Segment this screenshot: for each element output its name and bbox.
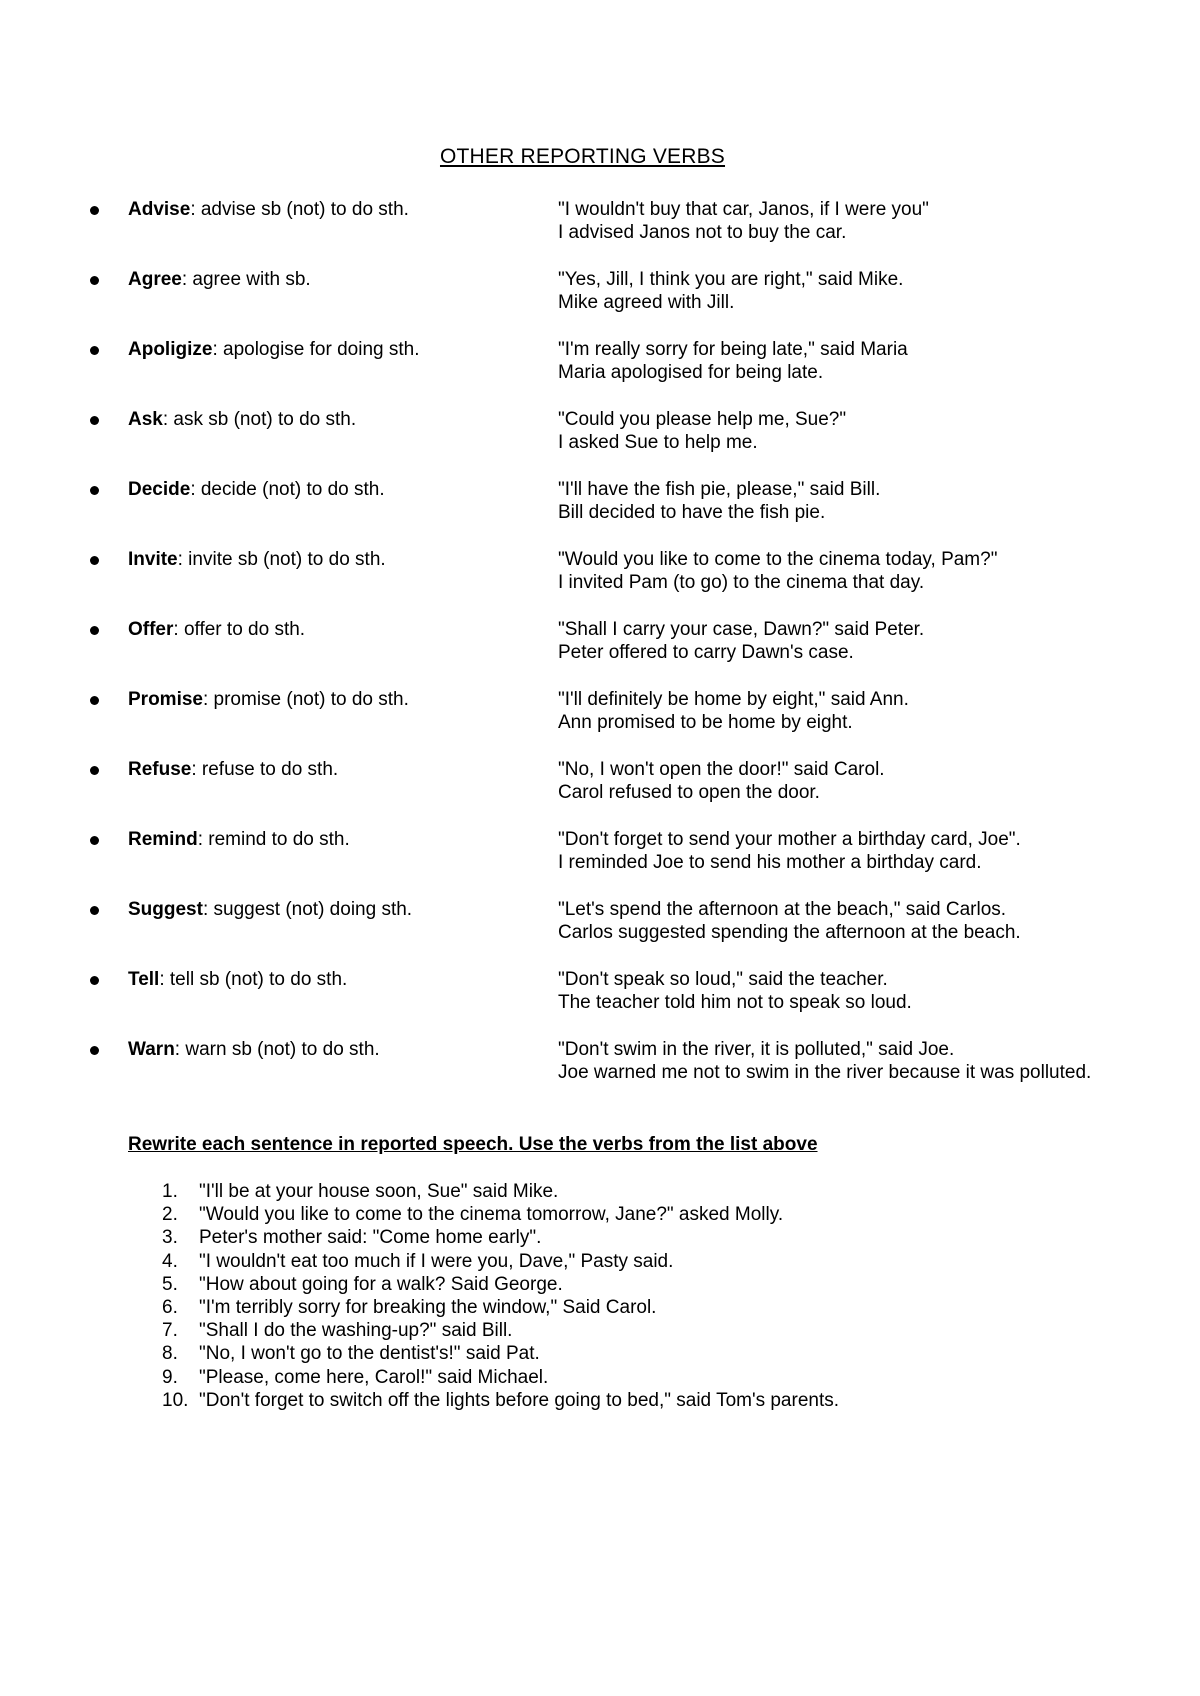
verb-entry-advise bbox=[0, 198, 1200, 268]
verb-word: Remind bbox=[128, 829, 198, 850]
exercise-heading: Rewrite each sentence in reported speech. Use the verbs from the list above bbox=[128, 1134, 818, 1155]
verb-entry-refuse bbox=[0, 758, 1200, 828]
verb-entry-warn bbox=[0, 1038, 1200, 1130]
verb-example bbox=[558, 758, 1114, 804]
exercise-sentence: "I'm terribly sorry for breaking the window," Said Carol. bbox=[199, 1296, 657, 1318]
verb-entry-remind bbox=[0, 828, 1200, 898]
exercise-number: 7. bbox=[162, 1320, 178, 1342]
reported-speech: Joe warned me not to swim in the river because it was polluted. bbox=[558, 1062, 1092, 1083]
reported-speech: I reminded Joe to send his mother a birthday card. bbox=[558, 852, 982, 873]
exercise-number: 1. bbox=[162, 1181, 178, 1202]
reported-speech: I invited Pam (to go) to the cinema that day. bbox=[558, 572, 925, 593]
direct-speech: "I wouldn't buy that car, Janos, if I were you" bbox=[558, 199, 929, 220]
bullet-icon bbox=[90, 276, 99, 285]
direct-speech: "I'll have the fish pie, please," said Bill. bbox=[558, 479, 881, 500]
direct-speech: "I'll definitely be home by eight," said Ann. bbox=[558, 689, 909, 710]
exercise-sentence: "I wouldn't eat too much if I were you, Dave," Pasty said. bbox=[199, 1250, 674, 1272]
exercise-sentence: "I'll be at your house soon, Sue" said Mike. bbox=[199, 1181, 559, 1202]
bullet-icon bbox=[90, 1046, 99, 1055]
exercise-number: 10. bbox=[162, 1389, 189, 1411]
verb-example bbox=[558, 618, 1114, 664]
verb-entry-suggest bbox=[0, 898, 1200, 968]
verb-usage: : promise (not) to do sth. bbox=[202, 689, 409, 710]
exercise-item bbox=[0, 1273, 1200, 1296]
reported-speech: Peter offered to carry Dawn's case. bbox=[558, 642, 854, 663]
verb-entry-tell bbox=[0, 968, 1200, 1038]
bullet-icon bbox=[90, 766, 99, 775]
direct-speech: "Could you please help me, Sue?" bbox=[558, 409, 847, 430]
verb-entry-ask bbox=[0, 408, 1200, 478]
direct-speech: "Shall I carry your case, Dawn?" said Peter. bbox=[558, 619, 925, 640]
verb-usage: : warn sb (not) to do sth. bbox=[174, 1039, 380, 1060]
exercise-sentence: "Don't forget to switch off the lights before going to bed," said Tom's parents. bbox=[199, 1389, 840, 1411]
exercise-sentence: "No, I won't go to the dentist's!" said Pat. bbox=[199, 1343, 540, 1365]
exercise-item bbox=[0, 1296, 1200, 1319]
verb-usage: : offer to do sth. bbox=[173, 619, 306, 640]
verb-definition bbox=[128, 688, 548, 711]
bullet-icon bbox=[90, 976, 99, 985]
verb-word: Decide bbox=[128, 479, 191, 500]
direct-speech: "Let's spend the afternoon at the beach," said Carlos. bbox=[558, 899, 1007, 920]
verb-word: Invite bbox=[128, 549, 178, 570]
verb-usage: : advise sb (not) to do sth. bbox=[190, 199, 409, 220]
exercise-item bbox=[0, 1180, 1200, 1203]
bullet-icon bbox=[90, 836, 99, 845]
verb-entry-invite bbox=[0, 548, 1200, 618]
verb-usage: : ask sb (not) to do sth. bbox=[162, 409, 357, 430]
bullet-icon bbox=[90, 556, 99, 565]
exercise-number: 2. bbox=[162, 1204, 178, 1226]
verb-definition bbox=[128, 268, 548, 291]
verb-entry-apologize bbox=[0, 338, 1200, 408]
reported-speech: Mike agreed with Jill. bbox=[558, 292, 735, 313]
verb-example bbox=[558, 898, 1114, 944]
verb-entry-offer bbox=[0, 618, 1200, 688]
exercise-sentence: "Would you like to come to the cinema tomorrow, Jane?" asked Molly. bbox=[199, 1204, 784, 1226]
reported-speech: Bill decided to have the fish pie. bbox=[558, 502, 826, 523]
verb-definition bbox=[128, 198, 548, 221]
bullet-icon bbox=[90, 346, 99, 355]
verb-word: Offer bbox=[128, 619, 174, 640]
verb-example bbox=[558, 1038, 1114, 1084]
reported-speech: I asked Sue to help me. bbox=[558, 432, 758, 453]
exercise-item bbox=[0, 1366, 1200, 1389]
bullet-icon bbox=[90, 626, 99, 635]
verb-definition bbox=[128, 478, 548, 501]
verb-word: Suggest bbox=[128, 899, 203, 920]
verb-usage: : suggest (not) doing sth. bbox=[202, 899, 413, 920]
verb-definition bbox=[128, 338, 548, 361]
bullet-icon bbox=[90, 696, 99, 705]
verb-example bbox=[558, 338, 1114, 384]
verb-word: Promise bbox=[128, 689, 203, 710]
verb-definition bbox=[128, 618, 548, 641]
verb-word: Agree bbox=[128, 269, 182, 290]
exercise-number: 3. bbox=[162, 1227, 178, 1249]
direct-speech: "No, I won't open the door!" said Carol. bbox=[558, 759, 885, 780]
bullet-icon bbox=[90, 486, 99, 495]
verb-example bbox=[558, 268, 1114, 314]
exercise-number: 8. bbox=[162, 1343, 178, 1365]
verb-example bbox=[558, 478, 1114, 524]
exercise-item bbox=[0, 1250, 1200, 1273]
exercise-number: 9. bbox=[162, 1366, 178, 1388]
verb-word: Refuse bbox=[128, 759, 192, 780]
bullet-icon bbox=[90, 906, 99, 915]
exercise-item bbox=[0, 1389, 1200, 1412]
exercise-number: 5. bbox=[162, 1273, 178, 1295]
reported-speech: Maria apologised for being late. bbox=[558, 362, 824, 383]
verb-definition bbox=[128, 968, 548, 991]
reported-speech: The teacher told him not to speak so loud. bbox=[558, 992, 912, 1013]
verb-word: Ask bbox=[128, 409, 163, 430]
verb-example bbox=[558, 828, 1114, 874]
bullet-icon bbox=[90, 416, 99, 425]
direct-speech: "Don't swim in the river, it is polluted," said Joe. bbox=[558, 1039, 955, 1060]
exercise-sentence: "Shall I do the washing-up?" said Bill. bbox=[199, 1320, 513, 1342]
verb-definition bbox=[128, 548, 548, 571]
verb-definition bbox=[128, 1038, 548, 1061]
exercise-item bbox=[0, 1319, 1200, 1342]
page-title: OTHER REPORTING VERBS bbox=[439, 145, 726, 168]
verb-definition bbox=[128, 408, 548, 431]
exercise-list bbox=[0, 1180, 1200, 1412]
verb-word: Tell bbox=[128, 969, 160, 990]
verb-example bbox=[558, 198, 1114, 244]
exercise-sentence: "How about going for a walk? Said George. bbox=[199, 1273, 563, 1295]
exercise-sentence: Peter's mother said: "Come home early". bbox=[199, 1227, 542, 1249]
reported-speech: I advised Janos not to buy the car. bbox=[558, 222, 847, 243]
exercise-number: 6. bbox=[162, 1296, 178, 1318]
verb-example bbox=[558, 688, 1114, 734]
exercise-item bbox=[0, 1226, 1200, 1249]
exercise-item bbox=[0, 1342, 1200, 1365]
verb-usage: : invite sb (not) to do sth. bbox=[177, 549, 386, 570]
direct-speech: "Would you like to come to the cinema today, Pam?" bbox=[558, 549, 998, 570]
verb-entry-promise bbox=[0, 688, 1200, 758]
exercise-item bbox=[0, 1203, 1200, 1226]
verb-entry-agree bbox=[0, 268, 1200, 338]
verb-example bbox=[558, 408, 1114, 454]
verb-example bbox=[558, 968, 1114, 1014]
verb-usage: : agree with sb. bbox=[181, 269, 311, 290]
verb-word: Apoligize bbox=[128, 339, 213, 360]
verb-word: Advise bbox=[128, 199, 191, 220]
direct-speech: "Yes, Jill, I think you are right," said Mike. bbox=[558, 269, 904, 290]
bullet-icon bbox=[90, 206, 99, 215]
direct-speech: "Don't speak so loud," said the teacher. bbox=[558, 969, 888, 990]
verb-definition bbox=[128, 898, 548, 921]
reported-speech: Ann promised to be home by eight. bbox=[558, 712, 853, 733]
reported-speech: Carol refused to open the door. bbox=[558, 782, 820, 803]
verb-word: Warn bbox=[128, 1039, 175, 1060]
exercise-sentence: "Please, come here, Carol!" said Michael. bbox=[199, 1366, 549, 1388]
reporting-verb-list bbox=[0, 198, 1200, 1130]
verb-usage: : decide (not) to do sth. bbox=[190, 479, 385, 500]
direct-speech: "Don't forget to send your mother a birthday card, Joe". bbox=[558, 829, 1021, 850]
verb-example bbox=[558, 548, 1114, 594]
verb-entry-decide bbox=[0, 478, 1200, 548]
verb-usage: : refuse to do sth. bbox=[191, 759, 339, 780]
verb-usage: : remind to do sth. bbox=[197, 829, 350, 850]
exercise-number: 4. bbox=[162, 1250, 178, 1272]
verb-definition bbox=[128, 758, 548, 781]
verb-usage: : tell sb (not) to do sth. bbox=[159, 969, 348, 990]
verb-usage: : apologise for doing sth. bbox=[212, 339, 420, 360]
reported-speech: Carlos suggested spending the afternoon at the beach. bbox=[558, 922, 1021, 943]
direct-speech: "I'm really sorry for being late," said Maria bbox=[558, 339, 908, 360]
verb-definition bbox=[128, 828, 548, 851]
